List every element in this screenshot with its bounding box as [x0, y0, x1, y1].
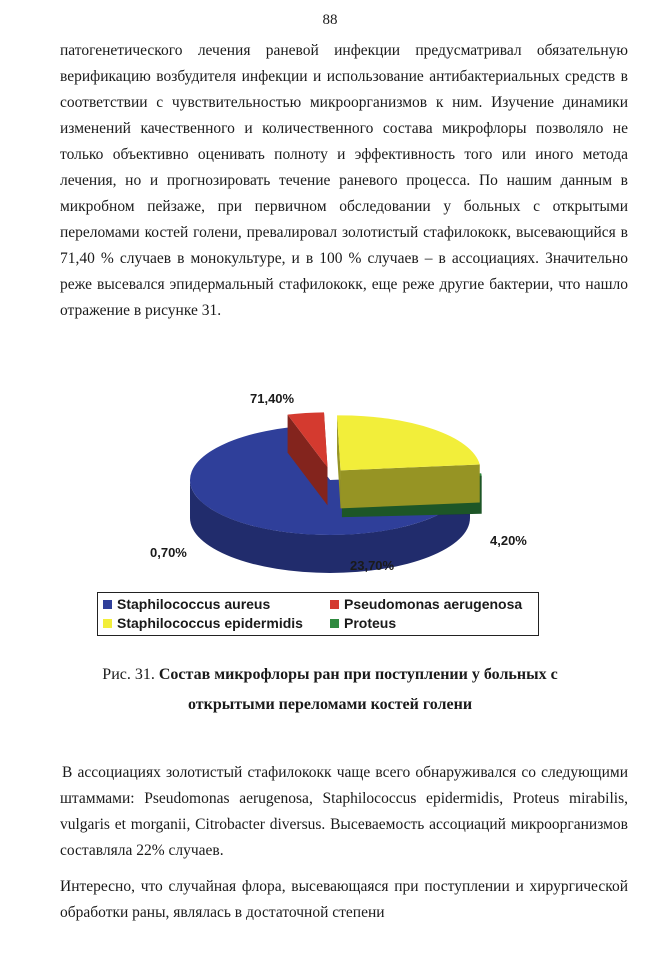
caption-title-line1: Состав микрофлоры ран при поступлении у больных с — [158, 666, 558, 683]
legend-swatch — [330, 619, 339, 628]
data-label-staphilococcus-epidermidis: 23,70% — [350, 558, 395, 573]
legend-label: Pseudomonas aerugenosa — [344, 596, 523, 612]
legend-label: Staphilococcus epidermidis — [117, 615, 303, 631]
legend-label: Proteus — [344, 615, 397, 631]
chart-legend — [97, 592, 539, 636]
data-label-staphilococcus-aureus: 71,40% — [250, 391, 295, 406]
page-number: 88 — [322, 12, 338, 28]
figure-caption — [0, 660, 660, 720]
body-paragraph-1: патогенетического лечения раневой инфекции предусматривал обязательную верификацию возбудителя инфекции и использование антибактериальных средств в соответствии с чувствительностью микроорганизмов к ним. Изучение динамики изменений качественного и количественного состава микрофлоры позволяло не только объективно оценивать полноту и эффективность того или иного метода лечения, но и прогнозировать течение раневого процесса. По нашим данным в микробном пейзаже, при первичном обследовании у больных с открытыми переломами костей голени, превалировал золотистый стафилококк, высевающийся в 71,40 % случаев в монокультуре, и в 100 % случаев – в ассоциациях. Значительно реже высевался эпидермальный стафилококк, еще реже другие бактерии, что нашло отражение в рисунке 31. — [60, 42, 628, 319]
data-label-proteus: 0,70% — [150, 545, 187, 560]
legend-label: Staphilococcus aureus — [117, 596, 271, 612]
legend-item-pseudomonas-aerugenosa — [330, 596, 522, 612]
legend-swatch — [330, 600, 339, 609]
legend-item-staphilococcus-aureus — [103, 596, 270, 612]
legend-swatch — [103, 619, 112, 628]
legend-item-proteus — [330, 615, 396, 631]
pie-chart — [90, 385, 570, 590]
body-paragraph-3: Интересно, что случайная флора, высевающаяся при поступлении и хирургической обработки раны, являлась в достаточной степени — [60, 878, 628, 921]
data-label-pseudomonas-aerugenosa: 4,20% — [490, 533, 527, 548]
caption-title-line2: открытыми переломами костей голени — [187, 696, 473, 713]
caption-prefix: Рис. 31. — [102, 666, 155, 683]
legend-swatch — [103, 600, 112, 609]
body-paragraph-2: В ассоциациях золотистый стафилококк чаще всего обнаруживался со следующими штаммами: Pseudomonas aerugenosa, Staphilococcus epidermidis, Proteus mirabilis, vulgaris et morganii, Citrobacter diversus. Высеваемость ассоциаций микроорганизмов составляла 22% случаев. — [60, 764, 628, 859]
pie-slice-staphilococcus-epidermidis — [337, 415, 480, 508]
legend-item-staphilococcus-epidermidis — [103, 615, 303, 631]
